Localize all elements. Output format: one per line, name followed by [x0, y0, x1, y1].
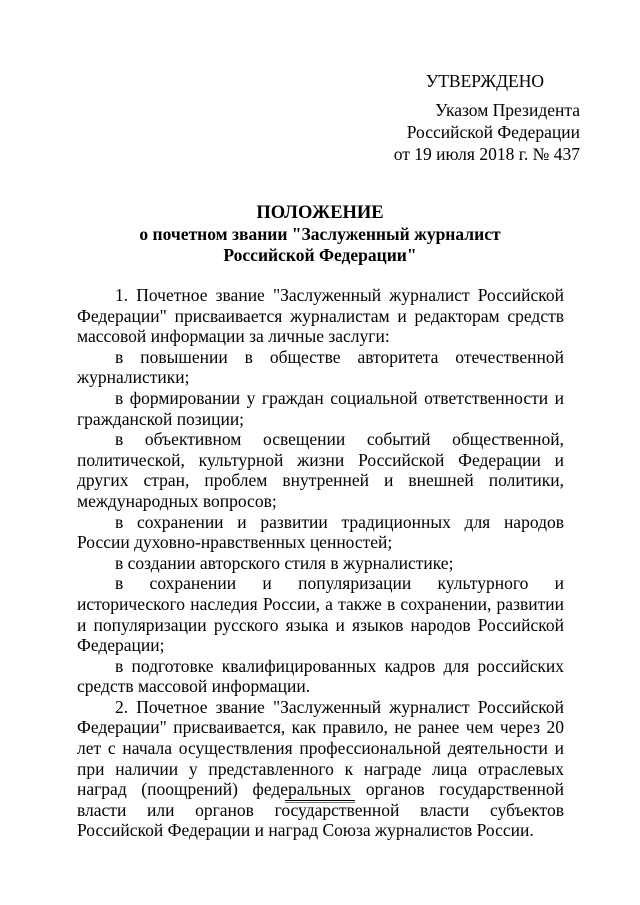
- paragraph-9: 2. Почетное звание "Заслуженный журналист Российской Федерации" присваивается, как правило, не ранее чем через 20 лет с начала осуществления профессиональной деятельности и при наличии у представленного к награде лица отраслевых наград (поощрений) федеральных органов государственной власти или органов государственной власти субъектов Российской Федерации и наград Союза журналистов России.: [77, 696, 564, 841]
- approval-decree-line: Указом Президента: [435, 100, 580, 120]
- document-title: ПОЛОЖЕНИЕ: [256, 203, 384, 223]
- paragraph-3: в формировании у граждан социальной ответственности и гражданской позиции;: [77, 387, 564, 429]
- paragraph-7: в сохранении и популяризации культурного и исторического наследия России, а также в сохранении, развитии и популяризации русского языка и языков народов Российской Федерации;: [77, 573, 564, 656]
- paragraph-4: в объективном освещении событий общественной, политической, культурной жизни Российской Федерации и других стран, проблем внутренней и внешней политики, международных вопросов;: [77, 429, 564, 511]
- approval-block: [360, 70, 580, 165]
- document-heading: [0, 203, 640, 266]
- closing-rule-divider: [285, 800, 355, 801]
- document-subtitle-line-1: о почетном звании "Заслуженный журналист: [139, 224, 501, 244]
- approval-issuer-line: Российской Федерации: [406, 122, 580, 142]
- paragraph-6: в создании авторского стиля в журналистике;: [115, 552, 454, 573]
- paragraph-2: в повышении в обществе авторитета отечественной журналистики;: [77, 346, 564, 388]
- paragraph-1: 1. Почетное звание "Заслуженный журналист Российской Федерации" присваивается журналистам и редакторам средств массовой информации за личные заслуги:: [77, 285, 564, 347]
- paragraph-8: в подготовке квалифицированных кадров для российских средств массовой информации.: [77, 655, 564, 697]
- approval-date-line: от 19 июля 2018 г. № 437: [393, 144, 580, 164]
- approval-stamp: УТВЕРЖДЕНО: [425, 71, 544, 91]
- paragraph-5: в сохранении и развитии традиционных для народов России духовно-нравственных ценностей;: [77, 511, 564, 553]
- document-subtitle-line-2: Российской Федерации": [223, 245, 417, 265]
- document-body: [77, 285, 564, 841]
